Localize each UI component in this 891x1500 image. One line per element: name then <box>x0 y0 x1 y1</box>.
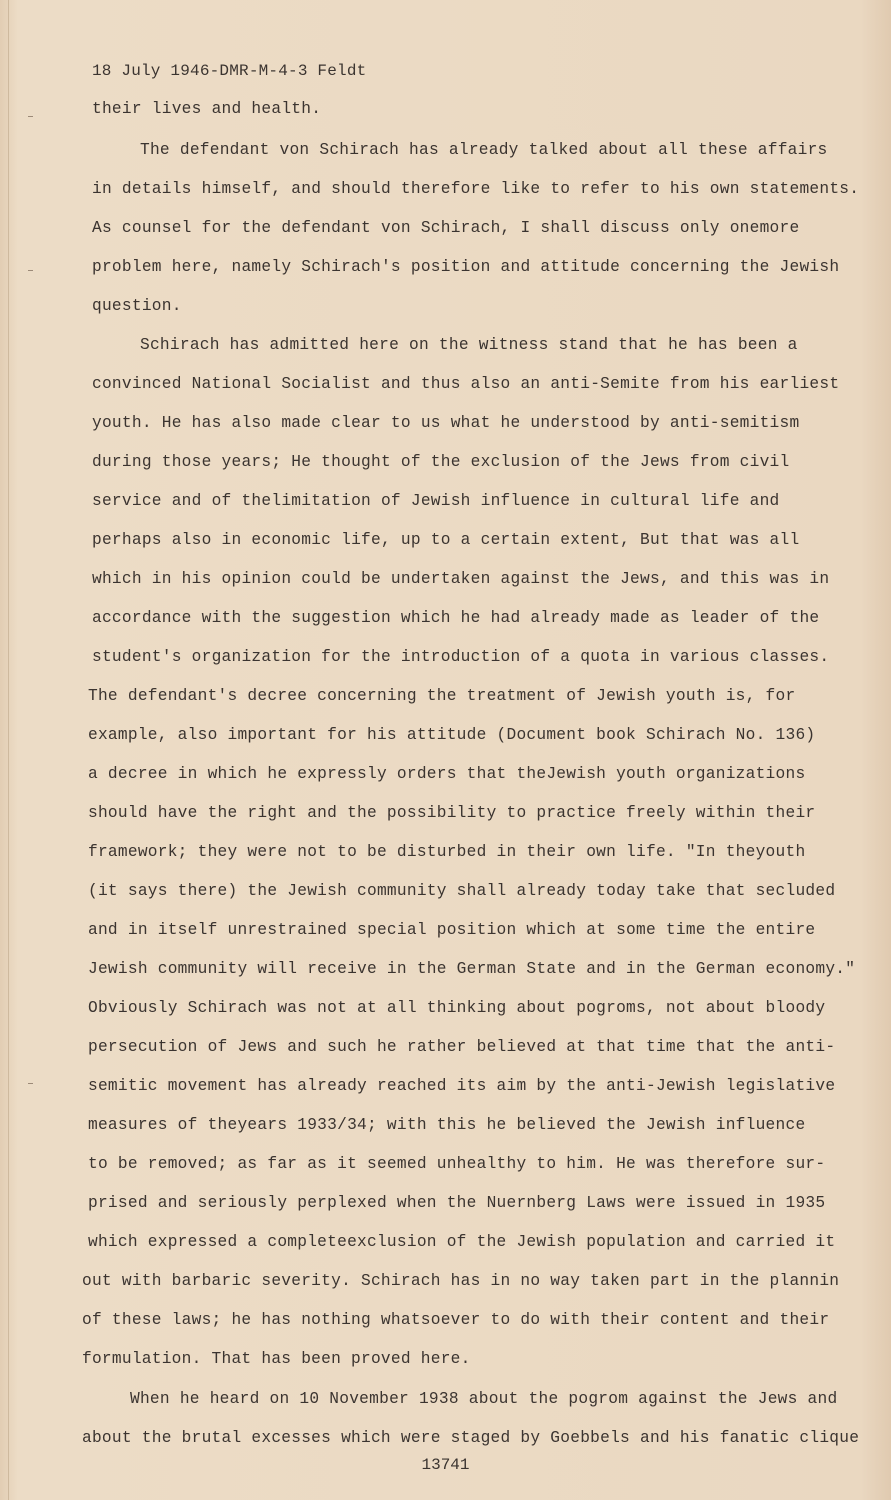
text-line: their lives and health. <box>92 100 322 118</box>
text-line: The defendant's decree concerning the treatment of Jewish youth is, for <box>88 687 796 705</box>
text-line: to be removed; as far as it seemed unhealthy to him. He was therefore sur- <box>88 1155 826 1173</box>
text-line: question. <box>92 297 182 315</box>
text-line: Obviously Schirach was not at all thinking about pogroms, not about bloody <box>88 999 826 1017</box>
text-line: (it says there) the Jewish community shall already today take that secluded <box>88 882 836 900</box>
text-line: accordance with the suggestion which he had already made as leader of the <box>92 609 820 627</box>
text-line: which expressed a completeexclusion of the Jewish population and carried it <box>88 1233 836 1251</box>
text-line: persecution of Jews and such he rather believed at that time that the anti- <box>88 1038 836 1056</box>
text-line: The defendant von Schirach has already talked about all these affairs <box>140 141 828 159</box>
text-line: of these laws; he has nothing whatsoever to do with their content and their <box>82 1311 830 1329</box>
text-line: and in itself unrestrained special position which at some time the entire <box>88 921 816 939</box>
text-line: should have the right and the possibility to practice freely within their <box>88 804 816 822</box>
text-line: which in his opinion could be undertaken against the Jews, and this was in <box>92 570 830 588</box>
text-line: during those years; He thought of the exclusion of the Jews from civil <box>92 453 790 471</box>
text-line: a decree in which he expressly orders that theJewish youth organizations <box>88 765 806 783</box>
text-line: student's organization for the introduction of a quota in various classes. <box>92 648 830 666</box>
text-line: out with barbaric severity. Schirach has in no way taken part in the plannin <box>82 1272 840 1290</box>
page-edge-line <box>8 0 9 1500</box>
text-line: youth. He has also made clear to us what he understood by anti-semitism <box>92 414 800 432</box>
text-line: measures of theyears 1933/34; with this he believed the Jewish influence <box>88 1116 806 1134</box>
text-line: Schirach has admitted here on the witness stand that he has been a <box>140 336 798 354</box>
text-line: formulation. That has been proved here. <box>82 1350 471 1368</box>
text-line: service and of thelimitation of Jewish influence in cultural life and <box>92 492 780 510</box>
document-header: 18 July 1946-DMR-M-4-3 Feldt <box>92 62 367 80</box>
text-line: about the brutal excesses which were staged by Goebbels and his fanatic clique <box>82 1429 860 1447</box>
text-line: Jewish community will receive in the German State and in the German economy." <box>88 960 856 978</box>
text-line: convinced National Socialist and thus also an anti-Semite from his earliest <box>92 375 840 393</box>
text-line: problem here, namely Schirach's position and attitude concerning the Jewish <box>92 258 840 276</box>
text-line: perhaps also in economic life, up to a certain extent, But that was all <box>92 531 800 549</box>
margin-mark <box>28 270 33 271</box>
text-line: semitic movement has already reached its aim by the anti-Jewish legislative <box>88 1077 836 1095</box>
margin-mark <box>28 116 33 117</box>
text-line: As counsel for the defendant von Schirach, I shall discuss only onemore <box>92 219 800 237</box>
text-line: example, also important for his attitude (Document book Schirach No. 136) <box>88 726 816 744</box>
margin-mark <box>28 1083 33 1084</box>
text-line: in details himself, and should therefore like to refer to his own statements. <box>92 180 860 198</box>
text-line: prised and seriously perplexed when the Nuernberg Laws were issued in 1935 <box>88 1194 826 1212</box>
text-line: When he heard on 10 November 1938 about the pogrom against the Jews and <box>130 1390 838 1408</box>
page-number: 13741 <box>421 1456 470 1474</box>
text-line: framework; they were not to be disturbed in their own life. "In theyouth <box>88 843 806 861</box>
